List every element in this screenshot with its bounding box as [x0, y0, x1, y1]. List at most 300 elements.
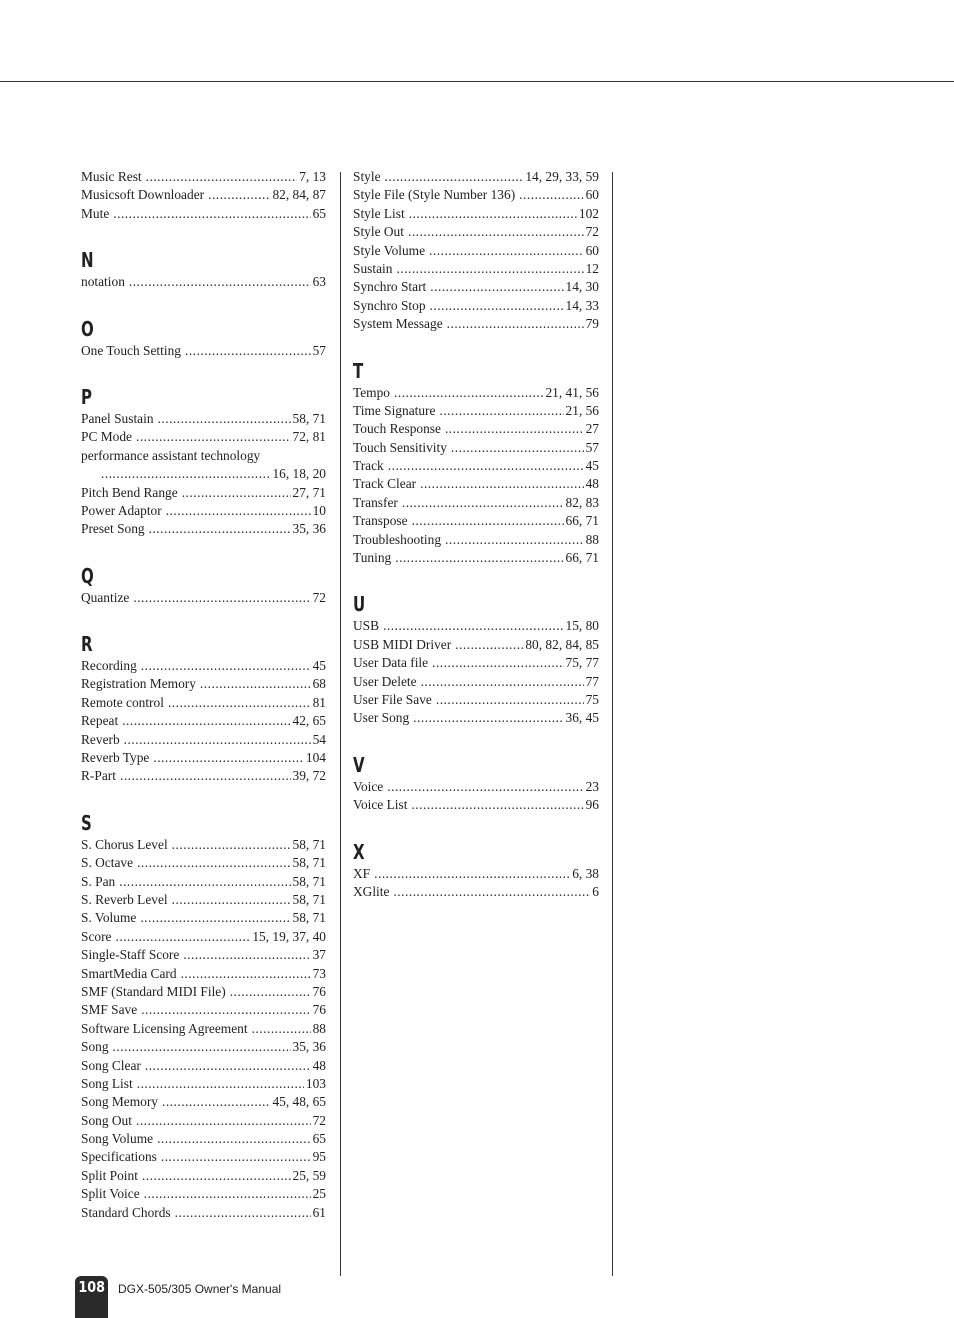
- index-entry: [81, 1167, 326, 1185]
- index-pages: 72: [585, 224, 599, 240]
- dot-leader: [136, 1112, 311, 1130]
- dot-leader: [120, 767, 291, 785]
- dot-leader: [395, 549, 563, 567]
- index-entry: [81, 484, 326, 502]
- index-entry: [81, 854, 326, 872]
- index-term: XGlite: [353, 883, 390, 899]
- index-entry: [353, 420, 599, 438]
- dot-leader: [157, 1130, 311, 1148]
- index-entry: [353, 883, 599, 901]
- index-entry: [81, 205, 326, 223]
- index-entry: [353, 531, 599, 549]
- index-entry: [353, 617, 599, 635]
- index-pages: 45: [312, 658, 326, 674]
- index-entry: [81, 965, 326, 983]
- index-term: User File Save: [353, 691, 432, 707]
- section-heading: U: [353, 592, 366, 617]
- index-pages: 14, 30: [565, 279, 599, 295]
- dot-leader: [432, 654, 563, 672]
- index-entry: [81, 983, 326, 1001]
- index-term: SmartMedia Card: [81, 965, 177, 981]
- index-group: [81, 657, 326, 786]
- index-term: Power Adaptor: [81, 502, 162, 518]
- dot-leader: [387, 778, 583, 796]
- index-entry: [353, 709, 599, 727]
- index-pages: 12: [585, 260, 599, 276]
- index-pages: 21, 56: [565, 402, 599, 418]
- index-entry: [353, 636, 599, 654]
- index-term: Reverb: [81, 731, 120, 747]
- index-entry: [353, 512, 599, 530]
- dot-leader: [119, 873, 290, 891]
- dot-leader: [519, 186, 583, 204]
- index-term: Quantize: [81, 589, 130, 605]
- index-pages: 23: [585, 778, 599, 794]
- index-term: performance assistant technology: [81, 447, 261, 463]
- index-entry: [353, 223, 599, 241]
- dot-leader: [113, 205, 310, 223]
- index-term: Software Licensing Agreement: [81, 1020, 248, 1036]
- index-term: Transpose: [353, 513, 408, 529]
- index-term: PC Mode: [81, 429, 132, 445]
- index-pages: 57: [312, 342, 326, 358]
- index-group: [81, 836, 326, 1222]
- index-pages: 27, 71: [292, 484, 326, 500]
- index-term: Musicsoft Downloader: [81, 187, 205, 203]
- index-entry: [81, 410, 326, 428]
- index-entry: [81, 657, 326, 675]
- column-divider: [612, 172, 613, 1276]
- index-term: Transfer: [353, 494, 398, 510]
- dot-leader: [413, 709, 563, 727]
- dot-leader: [101, 465, 270, 483]
- index-pages: 77: [585, 673, 599, 689]
- index-pages: 75, 77: [565, 655, 599, 671]
- index-entry: [81, 946, 326, 964]
- index-entry: [81, 1130, 326, 1148]
- index-entry: [353, 691, 599, 709]
- index-group: [353, 617, 599, 727]
- index-entry: [353, 865, 599, 883]
- index-entry: [353, 260, 599, 278]
- index-group: [353, 865, 599, 902]
- index-entry: [353, 186, 599, 204]
- dot-leader: [137, 1075, 304, 1093]
- dot-leader: [137, 854, 290, 872]
- index-entry: [353, 475, 599, 493]
- index-term: Song Memory: [81, 1094, 158, 1110]
- index-term: S. Pan: [81, 873, 116, 889]
- index-term: S. Volume: [81, 910, 137, 926]
- index-term: Remote control: [81, 694, 164, 710]
- index-entry: [81, 447, 326, 484]
- index-pages: 25: [312, 1186, 326, 1202]
- index-term: Style Volume: [353, 242, 426, 258]
- index-term: Specifications: [81, 1149, 157, 1165]
- dot-leader: [172, 836, 291, 854]
- index-entry: [81, 1148, 326, 1166]
- dot-leader: [149, 520, 291, 538]
- index-entry: [81, 186, 326, 204]
- section-heading: N: [81, 248, 94, 273]
- dot-leader: [116, 928, 251, 946]
- index-entry: [353, 278, 599, 296]
- index-group: [353, 384, 599, 568]
- dot-leader: [412, 512, 564, 530]
- index-pages: 35, 36: [292, 521, 326, 537]
- section-heading: X: [353, 839, 365, 864]
- dot-leader: [402, 494, 564, 512]
- index-term: Style: [353, 169, 381, 184]
- dot-leader: [200, 675, 311, 693]
- index-pages: 15, 80: [565, 618, 599, 634]
- index-entry: [81, 589, 326, 607]
- index-entry: [81, 873, 326, 891]
- dot-leader: [141, 657, 311, 675]
- dot-leader: [421, 673, 584, 691]
- dot-leader: [208, 186, 270, 204]
- index-term: SMF Save: [81, 1002, 138, 1018]
- index-group: [81, 410, 326, 539]
- index-entry: [81, 1093, 326, 1111]
- index-entry: [81, 1020, 326, 1038]
- index-term: notation: [81, 274, 125, 290]
- index-entry: [353, 205, 599, 223]
- index-entry: [353, 673, 599, 691]
- dot-leader: [420, 475, 584, 493]
- index-term: Recording: [81, 658, 137, 674]
- dot-leader: [430, 297, 564, 315]
- index-term: USB MIDI Driver: [353, 636, 452, 652]
- index-term: User Song: [353, 710, 410, 726]
- dot-leader: [166, 502, 311, 520]
- dot-leader: [129, 273, 311, 291]
- index-term: S. Chorus Level: [81, 836, 168, 852]
- dot-leader: [158, 410, 291, 428]
- index-entry: [81, 909, 326, 927]
- index-term: System Message: [353, 316, 443, 332]
- index-entry: [81, 1001, 326, 1019]
- index-term: Synchro Start: [353, 279, 427, 295]
- index-pages: 76: [312, 1002, 326, 1018]
- dot-leader: [429, 242, 584, 260]
- index-term: Panel Sustain: [81, 410, 154, 426]
- index-entry: [353, 439, 599, 457]
- dot-leader: [396, 260, 583, 278]
- index-entry: [353, 654, 599, 672]
- dot-leader: [133, 589, 310, 607]
- index-pages: 21, 41, 56: [545, 384, 599, 400]
- index-pages: 48: [585, 476, 599, 492]
- index-entry: [353, 402, 599, 420]
- index-term: Tuning: [353, 550, 392, 566]
- index-term: Song Out: [81, 1112, 132, 1128]
- dot-leader: [230, 983, 311, 1001]
- dot-leader: [451, 439, 584, 457]
- index-pages: 61: [312, 1204, 326, 1220]
- index-pages: 35, 36: [292, 1039, 326, 1055]
- index-pages: 39, 72: [292, 768, 326, 784]
- index-entry: [81, 749, 326, 767]
- index-entry: [81, 731, 326, 749]
- index-term: Mute: [81, 205, 110, 221]
- index-pages: 48: [312, 1057, 326, 1073]
- index-pages: 58, 71: [292, 836, 326, 852]
- index-term: Time Signature: [353, 402, 436, 418]
- index-pages: 73: [312, 965, 326, 981]
- section-heading: O: [81, 316, 94, 341]
- index-term: Registration Memory: [81, 676, 196, 692]
- dot-leader: [172, 891, 291, 909]
- index-entry: [81, 891, 326, 909]
- index-entry: [81, 1038, 326, 1056]
- dot-leader: [430, 278, 563, 296]
- dot-leader: [145, 1057, 311, 1075]
- index-pages: 16, 18, 20: [272, 466, 326, 482]
- dot-leader: [409, 205, 577, 223]
- index-pages: 6, 38: [572, 865, 599, 881]
- index-pages: 6: [592, 883, 599, 899]
- index-group: [353, 168, 599, 334]
- index-pages: 75: [585, 691, 599, 707]
- index-entry: [81, 168, 326, 186]
- index-group: [81, 589, 326, 607]
- index-entry: [353, 494, 599, 512]
- section-heading: T: [353, 358, 364, 383]
- index-entry: [353, 242, 599, 260]
- index-term: Voice: [353, 778, 384, 794]
- dot-leader: [161, 1148, 311, 1166]
- index-term: Style Out: [353, 224, 404, 240]
- index-entry: [353, 778, 599, 796]
- dot-leader: [153, 749, 304, 767]
- index-group: [81, 168, 326, 223]
- index-pages: 15, 19, 37, 40: [252, 928, 326, 944]
- dot-leader: [113, 1038, 291, 1056]
- dot-leader: [122, 712, 290, 730]
- dot-leader: [455, 636, 523, 654]
- index-pages: 80, 82, 84, 85: [525, 636, 599, 652]
- index-term: Tempo: [353, 384, 390, 400]
- index-term: Style File (Style Number 136): [353, 187, 516, 203]
- index-entry: [81, 712, 326, 730]
- dot-leader: [394, 384, 543, 402]
- index-pages: 7, 13: [299, 169, 326, 184]
- index-term: Music Rest: [81, 169, 142, 184]
- manual-title: DGX-505/305 Owner's Manual: [118, 1282, 282, 1296]
- dot-leader: [374, 865, 570, 883]
- index-term: Voice List: [353, 797, 408, 813]
- dot-leader: [124, 731, 311, 749]
- dot-leader: [411, 796, 583, 814]
- index-term: Reverb Type: [81, 750, 150, 766]
- index-entry: [81, 1112, 326, 1130]
- index-pages: 82, 84, 87: [272, 187, 326, 203]
- index-pages: 14, 33: [565, 297, 599, 313]
- dot-leader: [393, 883, 590, 901]
- index-pages: 63: [312, 274, 326, 290]
- index-pages: 58, 71: [292, 873, 326, 889]
- index-pages: 25, 59: [292, 1167, 326, 1183]
- dot-leader: [445, 531, 584, 549]
- dot-leader: [136, 428, 291, 446]
- index-term: Song List: [81, 1075, 133, 1091]
- index-entry: [81, 273, 326, 291]
- index-pages: 60: [585, 187, 599, 203]
- page-number: 108: [78, 1278, 105, 1296]
- dot-leader: [181, 965, 311, 983]
- index-pages: 95: [312, 1149, 326, 1165]
- index-pages: 72, 81: [292, 429, 326, 445]
- section-heading: Q: [81, 563, 94, 588]
- index-pages: 76: [312, 983, 326, 999]
- index-entry: [81, 1204, 326, 1222]
- index-entry: [353, 315, 599, 333]
- dot-leader: [182, 484, 291, 502]
- index-term: SMF (Standard MIDI File): [81, 983, 226, 999]
- index-entry: [353, 297, 599, 315]
- section-heading: V: [353, 752, 365, 777]
- dot-leader: [439, 402, 563, 420]
- index-pages: 79: [585, 316, 599, 332]
- index-term: Single-Staff Score: [81, 947, 180, 963]
- dot-leader: [175, 1204, 311, 1222]
- index-entry: [353, 384, 599, 402]
- index-term: Sustain: [353, 260, 393, 276]
- index-pages: 104: [305, 750, 326, 766]
- index-term: Pitch Bend Range: [81, 484, 178, 500]
- index-group: [81, 273, 326, 291]
- index-group: [353, 778, 599, 815]
- index-term: Touch Response: [353, 421, 441, 437]
- index-term: Synchro Stop: [353, 297, 426, 313]
- index-pages: 54: [312, 731, 326, 747]
- section-heading: S: [81, 810, 92, 835]
- section-heading: R: [81, 632, 93, 657]
- index-pages: 66, 71: [565, 513, 599, 529]
- index-term: R-Part: [81, 768, 116, 784]
- index-pages: 68: [312, 676, 326, 692]
- index-entry: [81, 836, 326, 854]
- index-pages: 102: [578, 205, 599, 221]
- index-term: Song: [81, 1039, 109, 1055]
- index-group: [81, 342, 326, 360]
- index-pages: 14, 29, 33, 59: [525, 169, 599, 184]
- index-pages: 58, 71: [292, 410, 326, 426]
- index-term: Score: [81, 928, 112, 944]
- index-entry: [81, 1075, 326, 1093]
- index-pages: 82, 83: [565, 494, 599, 510]
- index-pages: 45, 48, 65: [272, 1094, 326, 1110]
- index-pages: 65: [312, 205, 326, 221]
- index-pages: 45: [585, 458, 599, 474]
- index-pages: 36, 45: [565, 710, 599, 726]
- index-entry: [81, 1185, 326, 1203]
- index-pages: 10: [312, 502, 326, 518]
- index-pages: 96: [585, 797, 599, 813]
- index-column-left: [81, 168, 326, 1222]
- index-term: Touch Sensitivity: [353, 439, 447, 455]
- dot-leader: [142, 1167, 291, 1185]
- dot-leader: [183, 946, 310, 964]
- dot-leader: [141, 1001, 310, 1019]
- index-entry: [353, 549, 599, 567]
- index-pages: 88: [585, 531, 599, 547]
- index-pages: 72: [312, 1112, 326, 1128]
- index-term: Preset Song: [81, 521, 145, 537]
- column-divider: [340, 172, 341, 1276]
- index-pages: 58, 71: [292, 891, 326, 907]
- index-entry: [81, 694, 326, 712]
- index-entry: [81, 428, 326, 446]
- index-entry: [81, 502, 326, 520]
- index-pages: 60: [585, 242, 599, 258]
- dot-leader: [447, 315, 584, 333]
- dot-leader: [436, 691, 584, 709]
- index-term: Song Volume: [81, 1131, 154, 1147]
- index-entry: [81, 1057, 326, 1075]
- index-entry: [81, 520, 326, 538]
- index-term: Split Point: [81, 1167, 138, 1183]
- index-term: Standard Chords: [81, 1204, 171, 1220]
- index-pages: 58, 71: [292, 910, 326, 926]
- index-term: Track Clear: [353, 476, 417, 492]
- section-heading: P: [81, 384, 93, 409]
- index-entry: [81, 928, 326, 946]
- index-term: S. Reverb Level: [81, 891, 168, 907]
- index-term: XF: [353, 865, 371, 881]
- dot-leader: [445, 420, 584, 438]
- index-term: One Touch Setting: [81, 342, 181, 358]
- index-entry: [81, 767, 326, 785]
- dot-leader: [252, 1020, 311, 1038]
- dot-leader: [185, 342, 311, 360]
- index-entry: [81, 342, 326, 360]
- index-term: Track: [353, 458, 384, 474]
- header-rule: [0, 81, 954, 82]
- index-term: User Data file: [353, 655, 429, 671]
- index-pages: 65: [312, 1131, 326, 1147]
- dot-leader: [140, 909, 290, 927]
- index-term: Troubleshooting: [353, 531, 442, 547]
- index-pages: 58, 71: [292, 855, 326, 871]
- dot-leader: [146, 168, 298, 186]
- index-entry: [353, 457, 599, 475]
- index-pages: 37: [312, 947, 326, 963]
- index-column-right: [353, 168, 599, 901]
- index-term: USB: [353, 618, 380, 634]
- index-entry: [353, 796, 599, 814]
- index-pages: 72: [312, 589, 326, 605]
- index-term: Split Voice: [81, 1186, 140, 1202]
- index-pages: 42, 65: [292, 713, 326, 729]
- index-pages: 57: [585, 439, 599, 455]
- index-term: Repeat: [81, 713, 119, 729]
- dot-leader: [388, 457, 584, 475]
- index-pages: 103: [305, 1075, 326, 1091]
- index-pages: 81: [312, 694, 326, 710]
- index-term: User Delete: [353, 673, 417, 689]
- index-entry: [353, 168, 599, 186]
- index-pages: 27: [585, 421, 599, 437]
- index-term: Song Clear: [81, 1057, 141, 1073]
- index-term: Style List: [353, 205, 405, 221]
- index-pages: 88: [312, 1020, 326, 1036]
- index-term: S. Octave: [81, 855, 134, 871]
- dot-leader: [144, 1185, 311, 1203]
- index-entry: [81, 675, 326, 693]
- dot-leader: [383, 617, 563, 635]
